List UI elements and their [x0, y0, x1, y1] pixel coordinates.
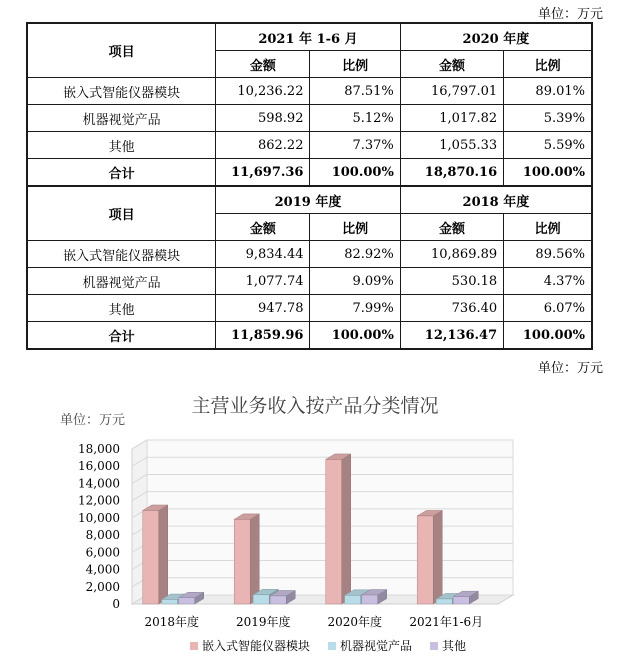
legend-swatch: [430, 642, 438, 650]
bar-side: [433, 510, 442, 604]
bar-front: [162, 599, 178, 604]
revenue-chart: [0, 378, 630, 665]
header-period: 2019 年度: [216, 186, 401, 214]
cell: 5.39%: [504, 105, 592, 132]
bar-front: [143, 510, 159, 604]
bar-front: [362, 595, 378, 604]
table-row: [27, 268, 592, 295]
cell: 87.51%: [310, 78, 400, 105]
cell: 9.09%: [310, 268, 400, 295]
cell: 89.56%: [504, 241, 592, 268]
cell: 100.00%: [504, 322, 592, 350]
chart-unit-label: 单位：万元: [60, 413, 126, 428]
cell: 1,017.82: [400, 105, 503, 132]
cell: 530.18: [400, 268, 503, 295]
cell: 100.00%: [504, 159, 592, 187]
cell: 89.01%: [504, 78, 592, 105]
chart-title: 主营业务收入按产品分类情况: [191, 395, 439, 417]
row-item: 其他: [27, 132, 216, 159]
table-row: [27, 295, 592, 322]
x-category-label: 2019年度: [235, 615, 291, 629]
header-ratio: 比例: [310, 51, 400, 78]
row-item: 机器视觉产品: [27, 105, 216, 132]
cell: 10,869.89: [400, 241, 503, 268]
y-tick-label: 14,000: [78, 476, 120, 491]
table-row: [27, 241, 592, 268]
header-ratio: 比例: [310, 214, 400, 241]
x-category-label: 2021年1-6月: [409, 615, 484, 629]
header-period: 2021 年 1-6 月: [216, 23, 401, 51]
bar-front: [270, 596, 286, 604]
bar-front: [453, 597, 469, 604]
header-item: 项目: [27, 186, 216, 241]
x-category-label: 2020年度: [327, 615, 383, 629]
unit-label-top: 单位：万元: [537, 7, 603, 22]
cell: 100.00%: [310, 322, 400, 350]
row-item: 嵌入式智能仪器模块: [27, 241, 216, 268]
cell: 5.12%: [310, 105, 400, 132]
cell: 4.37%: [504, 268, 592, 295]
y-tick-label: 10,000: [78, 510, 120, 525]
bar-side: [159, 505, 168, 604]
legend-swatch: [190, 642, 198, 650]
header-amount: 金额: [216, 214, 310, 241]
cell: 862.22: [216, 132, 310, 159]
y-tick-label: 4,000: [85, 562, 120, 577]
cell: 598.92: [216, 105, 310, 132]
cell: 7.37%: [310, 132, 400, 159]
header-item: 项目: [27, 23, 216, 78]
cell: 16,797.01: [400, 78, 503, 105]
header-ratio: 比例: [504, 214, 592, 241]
cell: 12,136.47: [400, 322, 503, 350]
table-row: [27, 105, 592, 132]
header-period: 2018 年度: [400, 186, 592, 214]
x-category-label: 2018年度: [144, 615, 200, 629]
cell: 736.40: [400, 295, 503, 322]
legend-label: 嵌入式智能仪器模块: [202, 639, 311, 653]
bar-front: [179, 598, 195, 604]
bar-side: [342, 454, 351, 604]
y-tick-label: 0: [112, 597, 120, 611]
cell: 11,697.36: [216, 159, 310, 187]
legend-swatch: [328, 642, 336, 650]
cell: 1,077.74: [216, 268, 310, 295]
bar-front: [417, 516, 433, 604]
cell: 947.78: [216, 295, 310, 322]
cell: 82.92%: [310, 241, 400, 268]
y-tick-label: 12,000: [78, 493, 120, 508]
cell: 1,055.33: [400, 132, 503, 159]
table-row-total: [27, 322, 592, 350]
y-tick-label: 6,000: [85, 545, 120, 560]
row-item: 其他: [27, 295, 216, 322]
table-row: [27, 132, 592, 159]
cell: 6.07%: [504, 295, 592, 322]
bar-front: [326, 459, 342, 604]
cell: 5.59%: [504, 132, 592, 159]
y-tick-label: 16,000: [78, 459, 120, 474]
cell: 10,236.22: [216, 78, 310, 105]
header-amount: 金额: [400, 214, 503, 241]
bar-side: [250, 514, 259, 604]
row-item: 嵌入式智能仪器模块: [27, 78, 216, 105]
cell: 100.00%: [310, 159, 400, 187]
legend-label: 机器视觉产品: [340, 639, 413, 653]
header-amount: 金额: [400, 51, 503, 78]
bar-front: [345, 595, 361, 604]
bar-front: [436, 599, 452, 604]
header-amount: 金额: [216, 51, 310, 78]
unit-label-mid: 单位：万元: [537, 361, 603, 376]
bar-front: [234, 519, 250, 604]
cell: 9,834.44: [216, 241, 310, 268]
revenue-table: [26, 22, 593, 350]
table-row-total: [27, 159, 592, 187]
row-item: 合计: [27, 159, 216, 187]
legend-label: 其他: [442, 639, 467, 653]
cell: 7.99%: [310, 295, 400, 322]
y-tick-label: 18,000: [78, 442, 120, 456]
cell: 18,870.16: [400, 159, 503, 187]
header-ratio: 比例: [504, 51, 592, 78]
row-item: 合计: [27, 322, 216, 350]
y-tick-label: 8,000: [85, 528, 120, 543]
header-period: 2020 年度: [400, 23, 592, 51]
cell: 11,859.96: [216, 322, 310, 350]
bar-front: [253, 595, 269, 604]
y-tick-label: 2,000: [85, 579, 120, 594]
table-row: [27, 78, 592, 105]
row-item: 机器视觉产品: [27, 268, 216, 295]
